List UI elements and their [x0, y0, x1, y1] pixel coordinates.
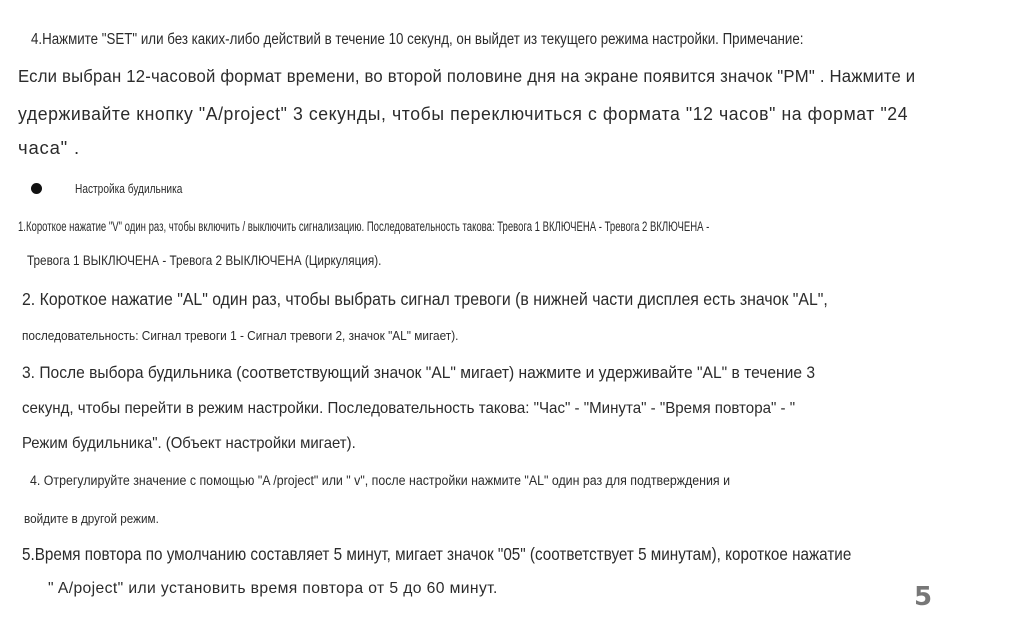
text-line-alarm-4b: войдите в другой режим.	[24, 511, 159, 526]
section-heading-alarm-setup: Настройка будильника	[75, 181, 183, 196]
text-line-4: часа" .	[18, 137, 80, 158]
text-line-3: удерживайте кнопку "A/project" 3 секунды, чтобы переключиться с формата "12 часов" на формат "24	[18, 104, 909, 124]
bullet-icon	[31, 183, 42, 194]
text-line-alarm-2: 2. Короткое нажатие "AL" один раз, чтобы выбрать сигнал тревоги (в нижней части дисплея есть значок "AL",	[22, 289, 828, 309]
text-line-1: 4.Нажмите "SET" или без каких-либо действий в течение 10 секунд, он выйдет из текущего режима настройки. Примечание:	[31, 31, 804, 48]
text-line-alarm-1: 1.Короткое нажатие "V" один раз, чтобы включить / выключить сигнализацию. Последовательность такова: Тревога 1 ВКЛЮЧЕНА - Тревога 2 ВКЛЮЧЕНА -	[18, 219, 710, 234]
page-number: 5	[914, 582, 933, 612]
text-line-alarm-3: 3. После выбора будильника (соответствующий значок "AL" мигает) нажмите и удерживайте "AL" в течение 3	[22, 364, 816, 382]
text-line-alarm-3c: Режим будильника". (Объект настройки мигает).	[22, 435, 356, 452]
text-line-alarm-5: 5.Время повтора по умолчанию составляет 5 минут, мигает значок "05" (соответствует 5 минутам), короткое нажатие	[22, 544, 852, 564]
text-line-alarm-4: 4. Отрегулируйте значение с помощью "A /project" или " v", после настройки нажмите "AL" один раз для подтверждения и	[30, 473, 731, 488]
text-line-2: Если выбран 12-часовой формат времени, во второй половине дня на экране появится значок "PM" . Нажмите и	[18, 66, 916, 86]
text-line-alarm-2b: последовательность: Сигнал тревоги 1 - Сигнал тревоги 2, значок "AL" мигает).	[22, 328, 459, 343]
text-line-alarm-5b: " A/poject" или установить время повтора от 5 до 60 минут.	[48, 580, 498, 597]
text-line-alarm-3b: секунд, чтобы перейти в режим настройки. Последовательность такова: "Час" - "Минута" - "Время повтора" - "	[22, 400, 796, 417]
text-line-alarm-1b: Тревога 1 ВЫКЛЮЧЕНА - Тревога 2 ВЫКЛЮЧЕНА (Циркуляция).	[27, 253, 382, 268]
